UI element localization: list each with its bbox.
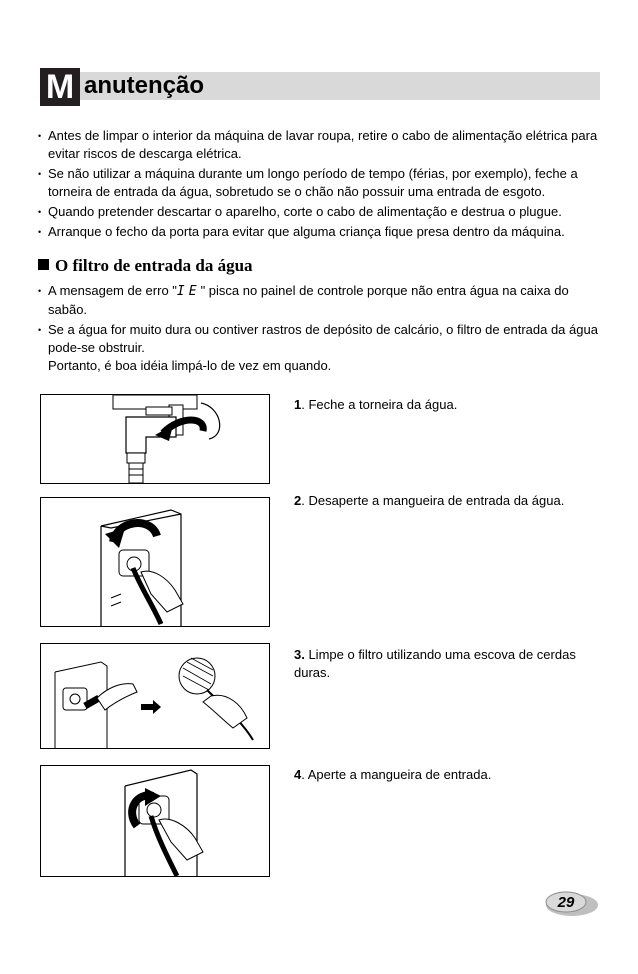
hose-tighten-icon (41, 766, 269, 876)
section-title (38, 256, 253, 276)
header-initial: M (40, 68, 80, 106)
step-number: 2 (294, 493, 302, 508)
step3-text (294, 646, 594, 682)
intro-bullet-list (38, 127, 608, 243)
error-text-after: " pisca no painel de controle porque não entra água na caixa do sabão. (48, 283, 569, 317)
step3-illustration (40, 643, 270, 749)
square-bullet-icon (38, 259, 49, 270)
step-instruction: . Feche a torneira da água. (301, 397, 458, 412)
page-number: 29 (557, 894, 575, 911)
error-text-before: A mensagem de erro " (48, 283, 177, 298)
step-number: 3. (294, 647, 305, 662)
intro-bullet: • Se não utilizar a máquina durante um longo período de tempo (férias, por exemplo), feche a torneira de entrada da água, sobretudo se o chão não possuir uma entrada de esgoto. (38, 165, 608, 201)
step-number: 4 (294, 767, 302, 782)
hard-water-note: Portanto, é boa idéia limpá-lo de vez em quando. (48, 358, 332, 373)
step4-text (294, 766, 594, 784)
hard-water-text: Se a água for muito dura ou contiver rastros de depósito de calcário, o filtro de entrada da água pode-se obstruir. (48, 322, 598, 355)
filter-brush-icon (41, 644, 269, 748)
error-code: IE (176, 284, 201, 299)
filter-bullet (38, 321, 608, 375)
step-instruction: Limpe o filtro utilizando uma escova de cerdas duras. (294, 647, 576, 680)
step-instruction: . Desaperte a mangueira de entrada da água. (301, 493, 565, 508)
section-title-text: O filtro de entrada da água (55, 256, 253, 275)
page-number-badge (540, 890, 600, 918)
faucet-closing-icon (41, 395, 269, 483)
hose-unscrew-icon (41, 498, 269, 626)
step-instruction: . Aperte a mangueira de entrada. (301, 767, 492, 782)
intro-bullet: • Quando pretender descartar o aparelho, corte o cabo de alimentação e destrua o plugue. (38, 203, 608, 221)
step-number: 1 (294, 397, 302, 412)
step2-text (294, 492, 594, 510)
intro-bullet: • Antes de limpar o interior da máquina de lavar roupa, retire o cabo de alimentação elétrica para evitar riscos de descarga elétrica. (38, 127, 608, 163)
filter-bullet (38, 282, 608, 319)
step1-illustration (40, 394, 270, 484)
step2-illustration (40, 497, 270, 627)
step1-text (294, 396, 594, 414)
step4-illustration (40, 765, 270, 877)
page-title: anutenção (84, 72, 205, 99)
filter-bullet-list (38, 282, 608, 377)
intro-bullet: • Arranque o fecho da porta para evitar que alguma criança fique presa dentro da máquina. (38, 223, 608, 241)
